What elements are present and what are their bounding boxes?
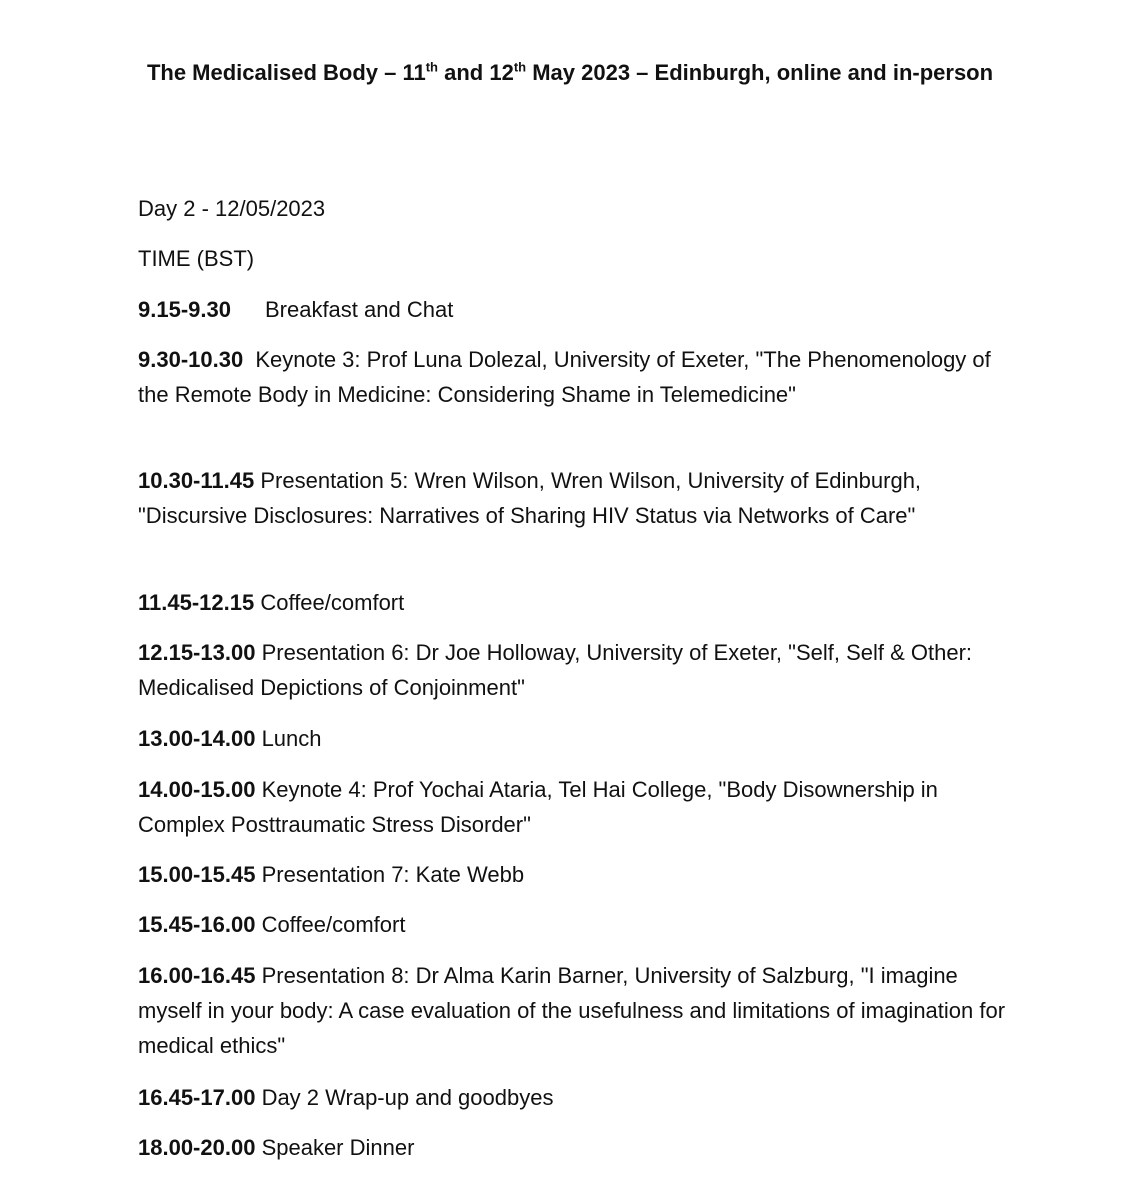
schedule-item (138, 721, 1008, 756)
schedule-item (138, 958, 1008, 1063)
document-title (120, 55, 1020, 91)
title-part-3: May 2023 – Edinburgh, online and in-person (526, 60, 994, 85)
schedule-time: 16.45-17.00 (138, 1085, 256, 1110)
schedule-description: Coffee/comfort (260, 590, 405, 615)
schedule-description: Lunch (261, 726, 322, 751)
schedule-item (138, 907, 1008, 942)
schedule-description: Coffee/comfort (261, 912, 406, 937)
schedule-time: 9.15-9.30 (138, 297, 231, 322)
schedule-item (138, 585, 1008, 620)
schedule-item (138, 292, 1008, 327)
schedule-time: 12.15-13.00 (138, 640, 256, 665)
schedule-description: Day 2 Wrap-up and goodbyes (261, 1085, 554, 1110)
schedule-description: Presentation 8: Dr Alma Karin Barner, University of Salzburg, "I imagine myself in your body: A case evaluation of the usefulness and limitations of imagination for medical ethics" (138, 963, 1006, 1058)
title-superscript-1: th (425, 59, 438, 75)
schedule-item (138, 772, 1008, 842)
schedule-time: 16.00-16.45 (138, 963, 256, 988)
title-superscript-2: th (513, 59, 527, 75)
title-part-2: and 12 (438, 60, 514, 85)
schedule-description: Breakfast and Chat (264, 297, 454, 322)
schedule-time: 13.00-14.00 (138, 726, 256, 751)
schedule-time: 18.00-20.00 (138, 1135, 256, 1160)
schedule-item (138, 1130, 1008, 1165)
schedule-time: 11.45-12.15 (138, 590, 255, 615)
title-part-1: The Medicalised Body – 11 (146, 60, 426, 85)
day-label: Day 2 - 12/05/2023 (138, 196, 326, 221)
schedule-description: Keynote 4: Prof Yochai Ataria, Tel Hai College, "Body Disownership in Complex Posttraumatic Stress Disorder" (138, 777, 938, 837)
schedule-item (138, 857, 1008, 892)
schedule-item (138, 463, 1008, 533)
schedule-time: 9.30-10.30 (138, 347, 244, 372)
schedule-description: Keynote 3: Prof Luna Dolezal, University of Exeter, "The Phenomenology of the Remote Body in Medicine: Considering Shame in Telemedicine" (138, 347, 991, 407)
schedule-item (138, 342, 1008, 412)
time-header: TIME (BST) (138, 246, 255, 271)
schedule-description: Presentation 7: Kate Webb (261, 862, 525, 887)
schedule-time: 14.00-15.00 (138, 777, 256, 802)
schedule-item (138, 635, 1008, 705)
schedule-description: Speaker Dinner (261, 1135, 415, 1160)
schedule-time: 15.45-16.00 (138, 912, 256, 937)
schedule-item (138, 1080, 1008, 1115)
schedule-description: Presentation 5: Wren Wilson, Wren Wilson, University of Edinburgh, "Discursive Disclosures: Narratives of Sharing HIV Status via Networks of Care" (138, 468, 922, 528)
schedule-time: 10.30-11.45 (138, 468, 255, 493)
schedule-time: 15.00-15.45 (138, 862, 256, 887)
schedule-description: Presentation 6: Dr Joe Holloway, University of Exeter, "Self, Self & Other: Medicalised Depictions of Conjoinment" (138, 640, 973, 700)
